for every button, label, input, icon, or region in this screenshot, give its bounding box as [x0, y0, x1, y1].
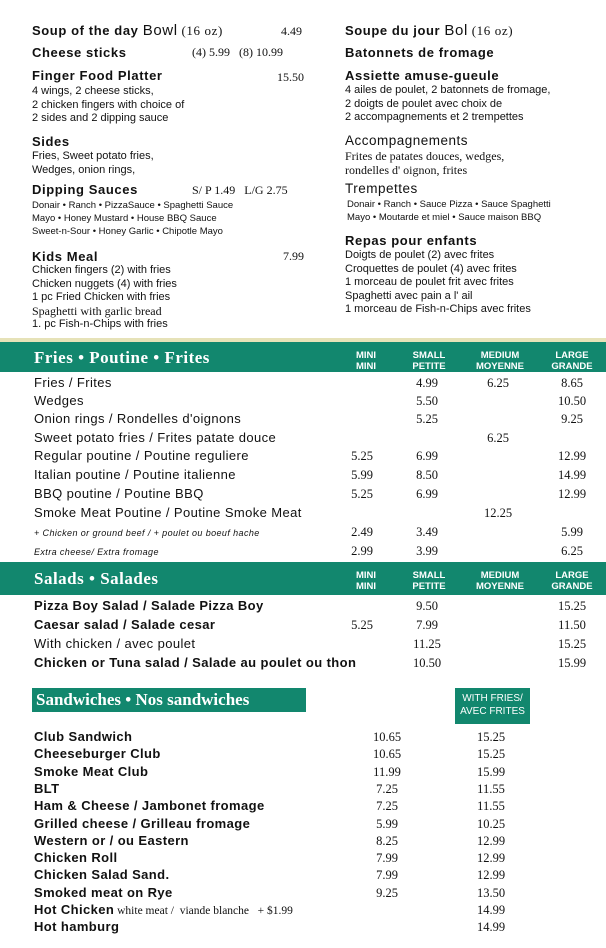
salads-band [0, 562, 606, 595]
sandwich-price-with-fries: 12.99 [476, 851, 506, 865]
repas-enfants-desc: Doigts de poulet (2) avec frites Croquettes de poulet (4) avec frites 1 morceau de poulet frit avec frites Spaghetti avec pain a l' ail 1 morceau de Fish-n-Chips avec frites [345, 249, 531, 315]
fries-row-name: Italian poutine / Poutine italienne [34, 467, 236, 482]
fries-price-large: 14.99 [557, 468, 587, 482]
fries-price-mini: 5.25 [351, 487, 373, 501]
sandwich-row-name: Smoke Meat Club [34, 764, 149, 779]
sandwich-row-name: Club Sandwich [34, 729, 133, 744]
kids-meal-desc: Chicken fingers (2) with fries Chicken nuggets (4) with fries 1 pc Fried Chicken with fries Spaghetti with garlic bread 1. pc Fish-n-Chips with fries [32, 264, 177, 330]
sandwich-price: 7.25 [376, 782, 398, 796]
dipping-sauces-prices: S/ P 1.49 L/G 2.75 [192, 183, 288, 197]
fries-row-name: Smoke Meat Poutine / Poutine Smoke Meat [34, 505, 302, 520]
assiette-desc: 4 ailes de poulet, 2 batonnets de fromage, 2 doigts de poulet avec choix de 2 accompagnements et 2 trempettes [345, 84, 551, 123]
salad-price-small: 10.50 [412, 656, 442, 670]
salad-price-small: 11.25 [413, 637, 441, 651]
sandwich-price: 10.65 [372, 730, 402, 744]
sandwiches-title: Sandwiches • Nos sandwiches [32, 688, 306, 712]
salad-row-name: Pizza Boy Salad / Salade Pizza Boy [34, 598, 264, 613]
fries-price-large: 5.99 [561, 525, 583, 539]
fries-price-mini: 2.99 [351, 544, 373, 558]
sandwich-row-extra: white meat / viande blanche + $1.99 [114, 905, 293, 917]
sandwich-row-name: BLT [34, 781, 60, 796]
sides-item: Sides [32, 134, 70, 149]
salad-price-large: 11.50 [558, 618, 586, 632]
fries-price-small: 3.99 [416, 544, 438, 558]
kids-meal-item: Kids Meal [32, 249, 99, 264]
fries-price-large: 8.65 [561, 376, 583, 390]
fries-row-name: Fries / Frites [34, 375, 112, 390]
dipping-sauces-item: Dipping Sauces [32, 182, 138, 197]
sandwich-price: 11.99 [373, 765, 401, 779]
sandwich-price: 7.99 [376, 868, 398, 882]
sandwich-price: 8.25 [376, 834, 398, 848]
cheese-sticks-item: Cheese sticks [32, 45, 127, 60]
soupe-item: Soupe du jour Bol (16 oz) [345, 22, 514, 39]
fries-row-name: Sweet potato fries / Frites patate douce [34, 430, 277, 445]
fries-title: Fries • Poutine • Frites [34, 348, 210, 367]
fries-price-large: 12.99 [557, 487, 587, 501]
sandwich-price: 7.25 [376, 799, 398, 813]
fries-price-medium: 12.25 [483, 506, 513, 520]
accompagnements-item: Accompagnements [345, 133, 469, 148]
repas-enfants-item: Repas pour enfants [345, 233, 478, 248]
col-small: SMALL PETITE [412, 570, 446, 592]
sandwich-row-name: Western or / ou Eastern [34, 833, 189, 848]
sandwich-row-name: Hot hamburg [34, 919, 120, 934]
sandwich-row-name: Ham & Cheese / Jambonet fromage [34, 798, 265, 813]
cheese-sticks-prices: (4) 5.99 (8) 10.99 [192, 45, 283, 59]
fries-price-medium: 6.25 [487, 431, 509, 445]
col-medium: MEDIUM MOYENNE [475, 570, 525, 592]
dipping-sauces-list: Donair • Ranch • PizzaSauce • Spaghetti Sauce Mayo • Honey Mustard • House BBQ Sauce Sweet-n-Sour • Honey Garlic • Chipotle Mayo [32, 200, 234, 237]
col-large: LARGE GRANDE [551, 570, 593, 592]
finger-food-price: 15.50 [277, 70, 304, 84]
fries-price-small: 3.49 [416, 525, 438, 539]
sandwich-price-with-fries: 10.25 [476, 817, 506, 831]
sandwich-row-name: Cheeseburger Club [34, 746, 161, 761]
finger-food-desc: 4 wings, 2 cheese sticks, 2 chicken fingers with choice of 2 sides and 2 dipping sauce [32, 85, 185, 124]
sandwich-price-with-fries: 12.99 [476, 868, 506, 882]
salad-price-large: 15.25 [557, 599, 587, 613]
sandwich-price-with-fries: 15.99 [476, 765, 506, 779]
fries-price-small: 5.25 [416, 412, 438, 426]
batonnets-item: Batonnets de fromage [345, 45, 495, 60]
fries-price-large: 10.50 [557, 394, 587, 408]
salad-price-small: 9.50 [416, 599, 438, 613]
col-mini: MINI MINI [355, 570, 377, 592]
sandwich-price: 7.99 [376, 851, 398, 865]
sandwich-row-name: Chicken Salad Sand. [34, 867, 170, 882]
sandwich-price: 9.25 [376, 886, 398, 900]
salad-price-mini: 5.25 [351, 618, 373, 632]
salad-row-name: With chicken / avec poulet [34, 636, 196, 651]
sandwich-price: 10.65 [372, 747, 402, 761]
soup-item: Soup of the day Bowl (16 oz) [32, 22, 223, 39]
col-mini: MINI MINI [355, 350, 377, 372]
soup-price: 4.49 [281, 24, 302, 38]
fries-price-small: 8.50 [416, 468, 438, 482]
finger-food-item: Finger Food Platter [32, 68, 163, 83]
fries-band [0, 338, 606, 372]
fries-price-medium: 6.25 [487, 376, 509, 390]
sandwich-price-with-fries: 14.99 [476, 920, 506, 934]
assiette-item: Assiette amuse-gueule [345, 68, 500, 83]
sides-desc: Fries, Sweet potato fries, Wedges, onion rings, [32, 150, 154, 176]
sandwich-price-with-fries: 15.25 [476, 747, 506, 761]
sandwich-price-with-fries: 12.99 [476, 834, 506, 848]
sandwich-row-name: Chicken Roll [34, 850, 118, 865]
fries-price-small: 4.99 [416, 376, 438, 390]
trempettes-list: Donair • Ranch • Sauce Pizza • Sauce Spaghetti Mayo • Moutarde et miel • Sauce maison BBQ [347, 199, 551, 223]
fries-row-name: Extra cheese/ Extra fromage [34, 547, 159, 557]
sandwich-price-with-fries: 14.99 [476, 903, 506, 917]
fries-row-name: Wedges [34, 393, 84, 408]
salads-title: Salads • Salades [34, 569, 159, 588]
fries-row-name: Regular poutine / Poutine reguliere [34, 448, 249, 463]
sandwich-row-name: Hot Chicken white meat / viande blanche + $1.99 [34, 902, 293, 917]
fries-row-name: BBQ poutine / Poutine BBQ [34, 486, 204, 501]
sandwich-price-with-fries: 11.55 [477, 782, 505, 796]
salad-price-large: 15.99 [557, 656, 587, 670]
fries-price-small: 6.99 [416, 449, 438, 463]
fries-price-mini: 5.99 [351, 468, 373, 482]
col-small: SMALL PETITE [412, 350, 446, 372]
fries-row-name: + Chicken or ground beef / + poulet ou boeuf hache [34, 528, 260, 538]
accompagnements-desc: Frites de patates douces, wedges, rondelles d' oignon, frites [345, 149, 505, 177]
sandwich-price: 5.99 [376, 817, 398, 831]
fries-price-mini: 2.49 [351, 525, 373, 539]
kids-meal-price: 7.99 [283, 249, 304, 263]
salad-price-small: 7.99 [416, 618, 438, 632]
col-medium: MEDIUM MOYENNE [475, 350, 525, 372]
fries-price-small: 6.99 [416, 487, 438, 501]
sandwich-price-with-fries: 13.50 [476, 886, 506, 900]
salad-price-large: 15.25 [557, 637, 587, 651]
fries-price-large: 6.25 [561, 544, 583, 558]
salad-row-name: Caesar salad / Salade cesar [34, 617, 216, 632]
trempettes-item: Trempettes [345, 181, 418, 196]
sandwich-row-name: Grilled cheese / Grilleau fromage [34, 816, 251, 831]
fries-price-large: 12.99 [557, 449, 587, 463]
with-fries-header: WITH FRIES/ AVEC FRITES [455, 688, 530, 724]
col-large: LARGE GRANDE [551, 350, 593, 372]
fries-price-small: 5.50 [416, 394, 438, 408]
fries-row-name: Onion rings / Rondelles d'oignons [34, 411, 242, 426]
fries-price-mini: 5.25 [351, 449, 373, 463]
sandwich-price-with-fries: 15.25 [476, 730, 506, 744]
fries-price-large: 9.25 [561, 412, 583, 426]
sandwich-price-with-fries: 11.55 [477, 799, 505, 813]
salad-row-name: Chicken or Tuna salad / Salade au poulet ou thon [34, 655, 357, 670]
sandwich-row-name: Smoked meat on Rye [34, 885, 173, 900]
